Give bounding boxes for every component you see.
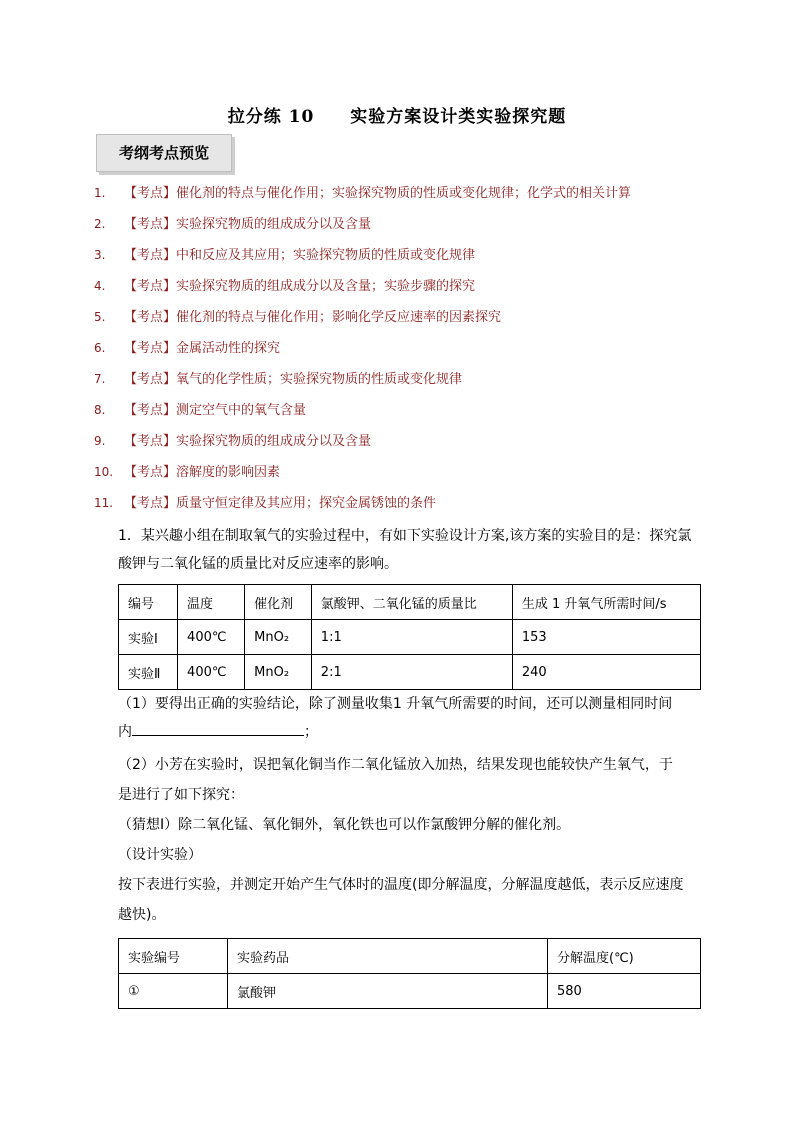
item-text: 实验探究物质的组成成分以及含量 — [176, 217, 372, 232]
table-header-cell: 催化剂 — [245, 585, 312, 620]
item-text: 质量守恒定律及其应用；探究金属锈蚀的条件 — [176, 496, 437, 511]
list-item — [94, 273, 714, 304]
item-text: 测定空气中的氧气含量 — [176, 403, 307, 418]
item-tag: 【考点】 — [124, 279, 177, 294]
question-1-intro: 1．某兴趣小组在制取氧气的实验过程中，有如下实验设计方案,该方案的实验目的是：探究氯酸钾与二氧化锰的质量比对反应速率的影响。 — [118, 528, 692, 572]
sub-question-1-line-1: （1）要得出正确的实验结论，除了测量收集1 升氧气所需要的时间，还可以测量相同时间 — [118, 696, 673, 712]
section-badge: 考纲考点预览 — [96, 134, 232, 172]
table-header-cell: 编号 — [119, 585, 178, 620]
table-row — [119, 655, 701, 690]
table-header-cell: 实验药品 — [228, 939, 548, 974]
item-text: 催化剂的特点与催化作用；影响化学反应速率的因素探究 — [176, 310, 502, 325]
experiment-table-1 — [118, 584, 701, 690]
list-item — [94, 304, 714, 335]
item-tag: 【考点】 — [124, 186, 177, 201]
item-text: 催化剂的特点与催化作用；实验探究物质的性质或变化规律；化学式的相关计算 — [176, 186, 632, 201]
answer-blank[interactable] — [132, 719, 304, 736]
item-number: 4. — [94, 279, 106, 293]
item-text: 金属活动性的探究 — [176, 341, 281, 356]
sub-question-2-line-2: 是进行了如下探究： — [118, 787, 244, 803]
table-header-cell: 生成 1 升氧气所需时间/s — [512, 585, 700, 620]
knowledge-point-list — [94, 180, 714, 521]
sub-question-2-line-1: （2）小芳在实验时，误把氧化铜当作二氧化锰放入加热，结果发现也能较快产生氧气，于 — [118, 757, 673, 773]
item-tag: 【考点】 — [124, 403, 177, 418]
table-cell: 153 — [512, 620, 700, 655]
table-cell: 240 — [512, 655, 700, 690]
item-tag: 【考点】 — [124, 341, 177, 356]
table-row — [119, 620, 701, 655]
item-number: 10. — [94, 465, 114, 479]
item-text: 实验探究物质的组成成分以及含量 — [176, 434, 372, 449]
list-item — [94, 180, 714, 211]
title-series: 拉分练 10 — [227, 107, 315, 127]
table-header-cell: 分解温度(℃) — [548, 939, 701, 974]
title-topic: 实验方案设计类实验探究题 — [350, 107, 567, 127]
list-item — [94, 459, 714, 490]
sub-question-1 — [118, 690, 708, 746]
item-number: 5. — [94, 310, 106, 324]
table-header-cell: 氯酸钾、二氧化锰的质量比 — [311, 585, 512, 620]
item-number: 3. — [94, 248, 106, 262]
item-number: 2. — [94, 217, 106, 231]
table-cell: 400℃ — [178, 620, 245, 655]
item-tag: 【考点】 — [124, 465, 177, 480]
table-cell: 580 — [548, 974, 701, 1009]
item-tag: 【考点】 — [124, 434, 177, 449]
item-number: 11. — [94, 496, 114, 510]
guess-statement: （猜想Ⅰ）除二氧化锰、氧化铜外，氧化铁也可以作氯酸钾分解的催化剂。 — [118, 817, 571, 833]
sub-question-2 — [118, 750, 708, 930]
sub-question-1-suffix: ； — [304, 724, 318, 740]
list-item — [94, 397, 714, 428]
table-cell: 400℃ — [178, 655, 245, 690]
table-row — [119, 974, 701, 1009]
item-number: 6. — [94, 341, 106, 355]
item-number: 1. — [94, 186, 106, 200]
table-cell: MnO₂ — [245, 620, 312, 655]
item-tag: 【考点】 — [124, 310, 177, 325]
list-item — [94, 211, 714, 242]
list-item — [94, 366, 714, 397]
table-header-row — [119, 939, 701, 974]
item-text: 氧气的化学性质；实验探究物质的性质或变化规律 — [176, 372, 463, 387]
sub-question-1-prefix: 内 — [118, 724, 132, 740]
item-text: 中和反应及其应用；实验探究物质的性质或变化规律 — [176, 248, 476, 263]
table-cell: 氯酸钾 — [228, 974, 548, 1009]
list-item — [94, 242, 714, 273]
item-number: 9. — [94, 434, 106, 448]
table-cell: 1:1 — [311, 620, 512, 655]
item-tag: 【考点】 — [124, 248, 177, 263]
experiment-table-2 — [118, 938, 701, 1009]
table-cell: 2:1 — [311, 655, 512, 690]
list-item — [94, 335, 714, 366]
list-item — [94, 490, 714, 521]
item-tag: 【考点】 — [124, 372, 177, 387]
item-tag: 【考点】 — [124, 217, 177, 232]
design-heading: （设计实验） — [118, 847, 202, 863]
list-item — [94, 428, 714, 459]
item-text: 溶解度的影响因素 — [176, 465, 281, 480]
table-cell: 实验Ⅰ — [119, 620, 178, 655]
table-header-cell: 温度 — [178, 585, 245, 620]
table-cell: 实验Ⅱ — [119, 655, 178, 690]
page-title — [0, 102, 794, 127]
procedure-line-1: 按下表进行实验，并测定开始产生气体时的温度(即分解温度，分解温度越低，表示反应速度 — [118, 877, 684, 893]
item-number: 7. — [94, 372, 106, 386]
table-cell: ① — [119, 974, 228, 1009]
sub-question-1-line-2 — [118, 718, 708, 746]
item-tag: 【考点】 — [124, 496, 177, 511]
procedure-line-2: 越快)。 — [118, 907, 166, 923]
item-number: 8. — [94, 403, 106, 417]
table-header-cell: 实验编号 — [119, 939, 228, 974]
table-cell: MnO₂ — [245, 655, 312, 690]
item-text: 实验探究物质的组成成分以及含量；实验步骤的探究 — [176, 279, 476, 294]
table-header-row — [119, 585, 701, 620]
